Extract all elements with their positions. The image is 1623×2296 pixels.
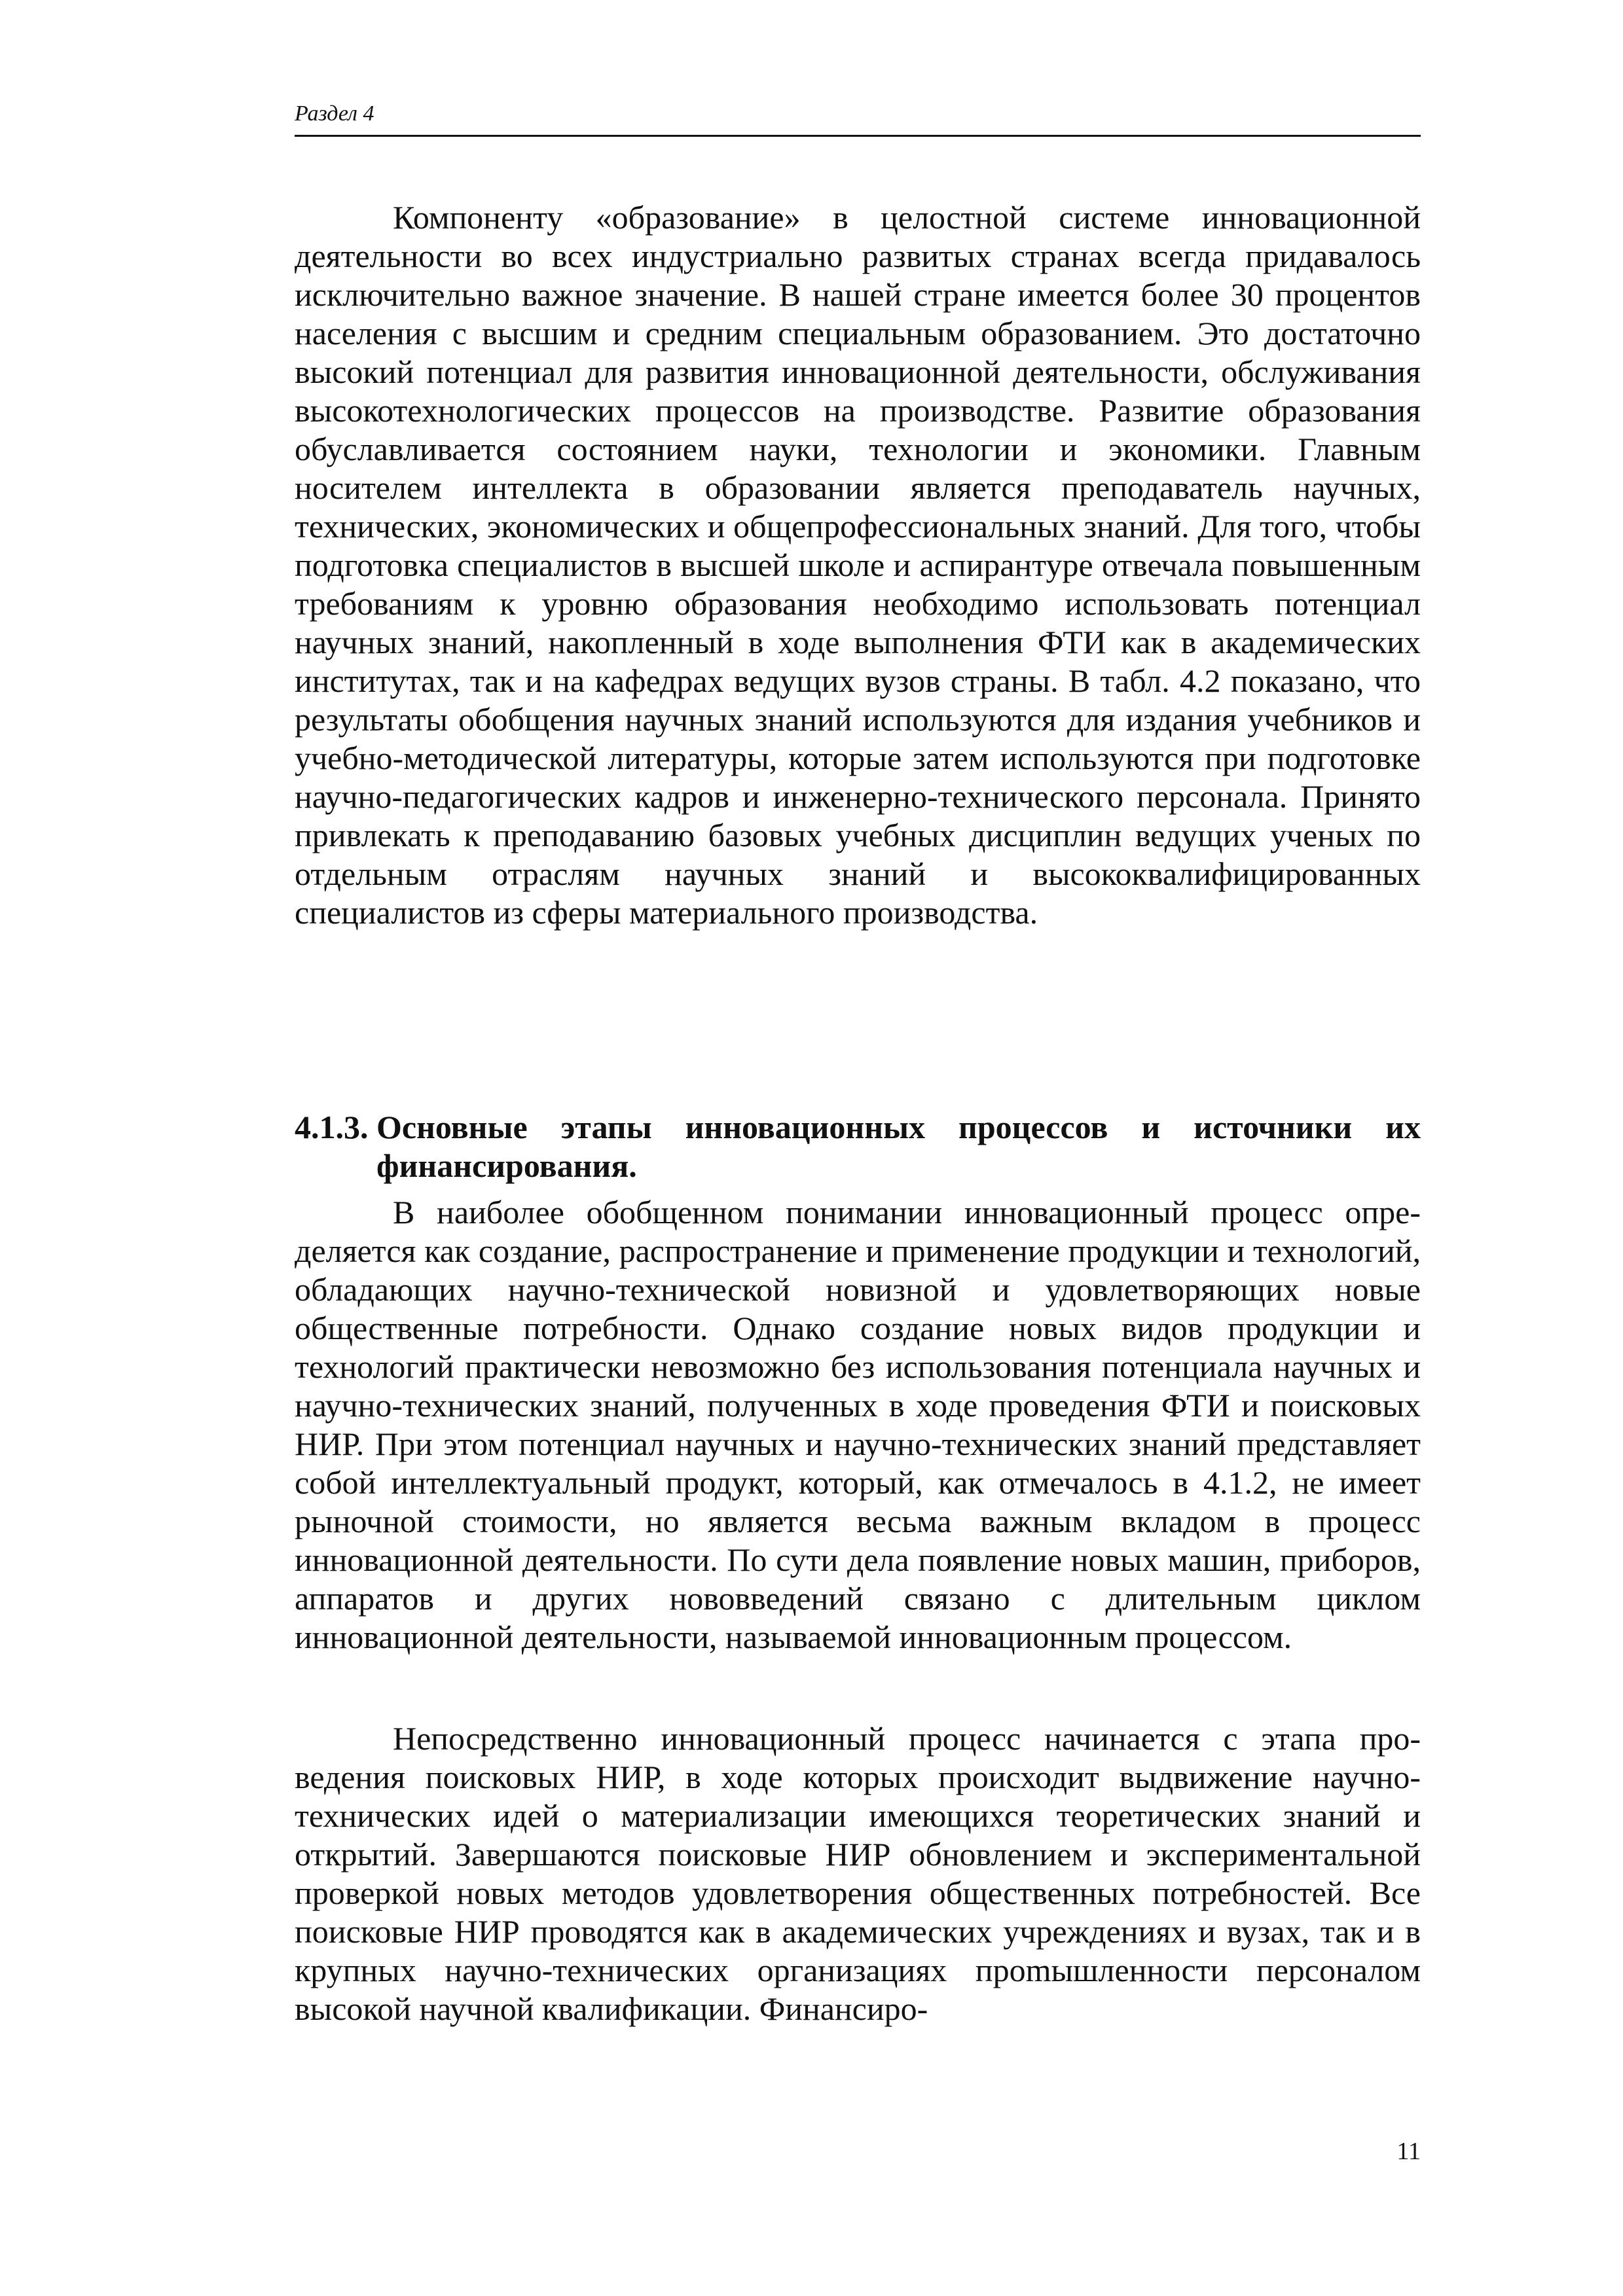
section-title: Основные этапы инновационных процессов и источники их финансирования. [376, 1109, 1421, 1184]
section-heading [295, 1108, 1421, 1185]
paragraph-text: Непосредственно инновационный процесс начинается с этапа проведения поисковых НИР, в ходе которых происходит выдвижение научно-технических идей о материализации имеющихся теоретических знаний и открытий. Завершаются поисковые НИР обновлением и экспериментальной проверкой новых методов удовлетворения общественных потребностей. Все поисковые НИР проводятся как в академических учреждениях и вузах, так и в крупных научно-технических организациях проmышленности персоналом высокой научной квалификации. Финансиро- [295, 1720, 1421, 2027]
section-label: Раздел 4 [295, 101, 374, 126]
paragraph-text: Компоненту «образование» в целостной системе инновационной деятельности во всех индустриально развитых странах всегда придавалось исключительно важное значение. В нашей стране имеется более 30 процентов населения с высшим и средним специальным образованием. Это достаточно высокий потенциал для развития инновационной деятельности, обслуживания высокотехнологических процессов на производстве. Развитие образования обуславливается состоянием науки, технологии и экономики. Главным носителем интеллекта в образовании является преподаватель научных, технических, экономических и общепрофессиональных знаний. Для того, чтобы подготовка специалистов в высшей школе и аспирантуре отвечала повышенным требованиям к уровню образования необходимо использовать потенциал научных знаний, накопленный в ходе выполнения ФТИ как в академических институтах, так и на кафедрах ведущих вузов страны. В табл. 4.2 показано, что результаты обобщения научных знаний используются для издания учебников и учебно-методической литературы, которые затем используются при подготовке научно-педагогических кадров и инженерно-технического персонала. Принято привлекать к преподаванию базовых учебных дисциплин ведущих ученых по отдельным отраслям научных знаний и высококвалифицированных специалистов из сферы материального производства. [295, 199, 1421, 931]
paragraph-search-research [295, 1719, 1421, 2028]
page-number: 11 [1396, 2138, 1421, 2165]
paragraph-innovation-process [295, 1193, 1421, 1657]
running-header [295, 98, 1421, 137]
paragraph-text: В наиболее обобщенном понимании инновационный процесс определяется как создание, распространение и применение продукции и технологий, обладающих научно-технической новизной и удовлетворяющих новые общественные потребности. Однако создание новых видов продукции и технологий практически невозможно без использования потенциала научных и научно-технических знаний, полученных в ходе проведения ФТИ и поисковых НИР. При этом потенциал научных и научно-технических знаний представляет собой интеллектуальный продукт, который, как отмечалось в 4.1.2, не имеет рыночной стоимости, но является весьма важным вкладом в процесс инновационной деятельности. По сути дела появление новых машин, приборов, аппаратов и других нововведений связано с длительным циклом инновационной деятельности, называемой инновационным процессом. [295, 1194, 1421, 1655]
section-number: 4.1.3. [295, 1109, 369, 1145]
paragraph-education [295, 198, 1421, 932]
